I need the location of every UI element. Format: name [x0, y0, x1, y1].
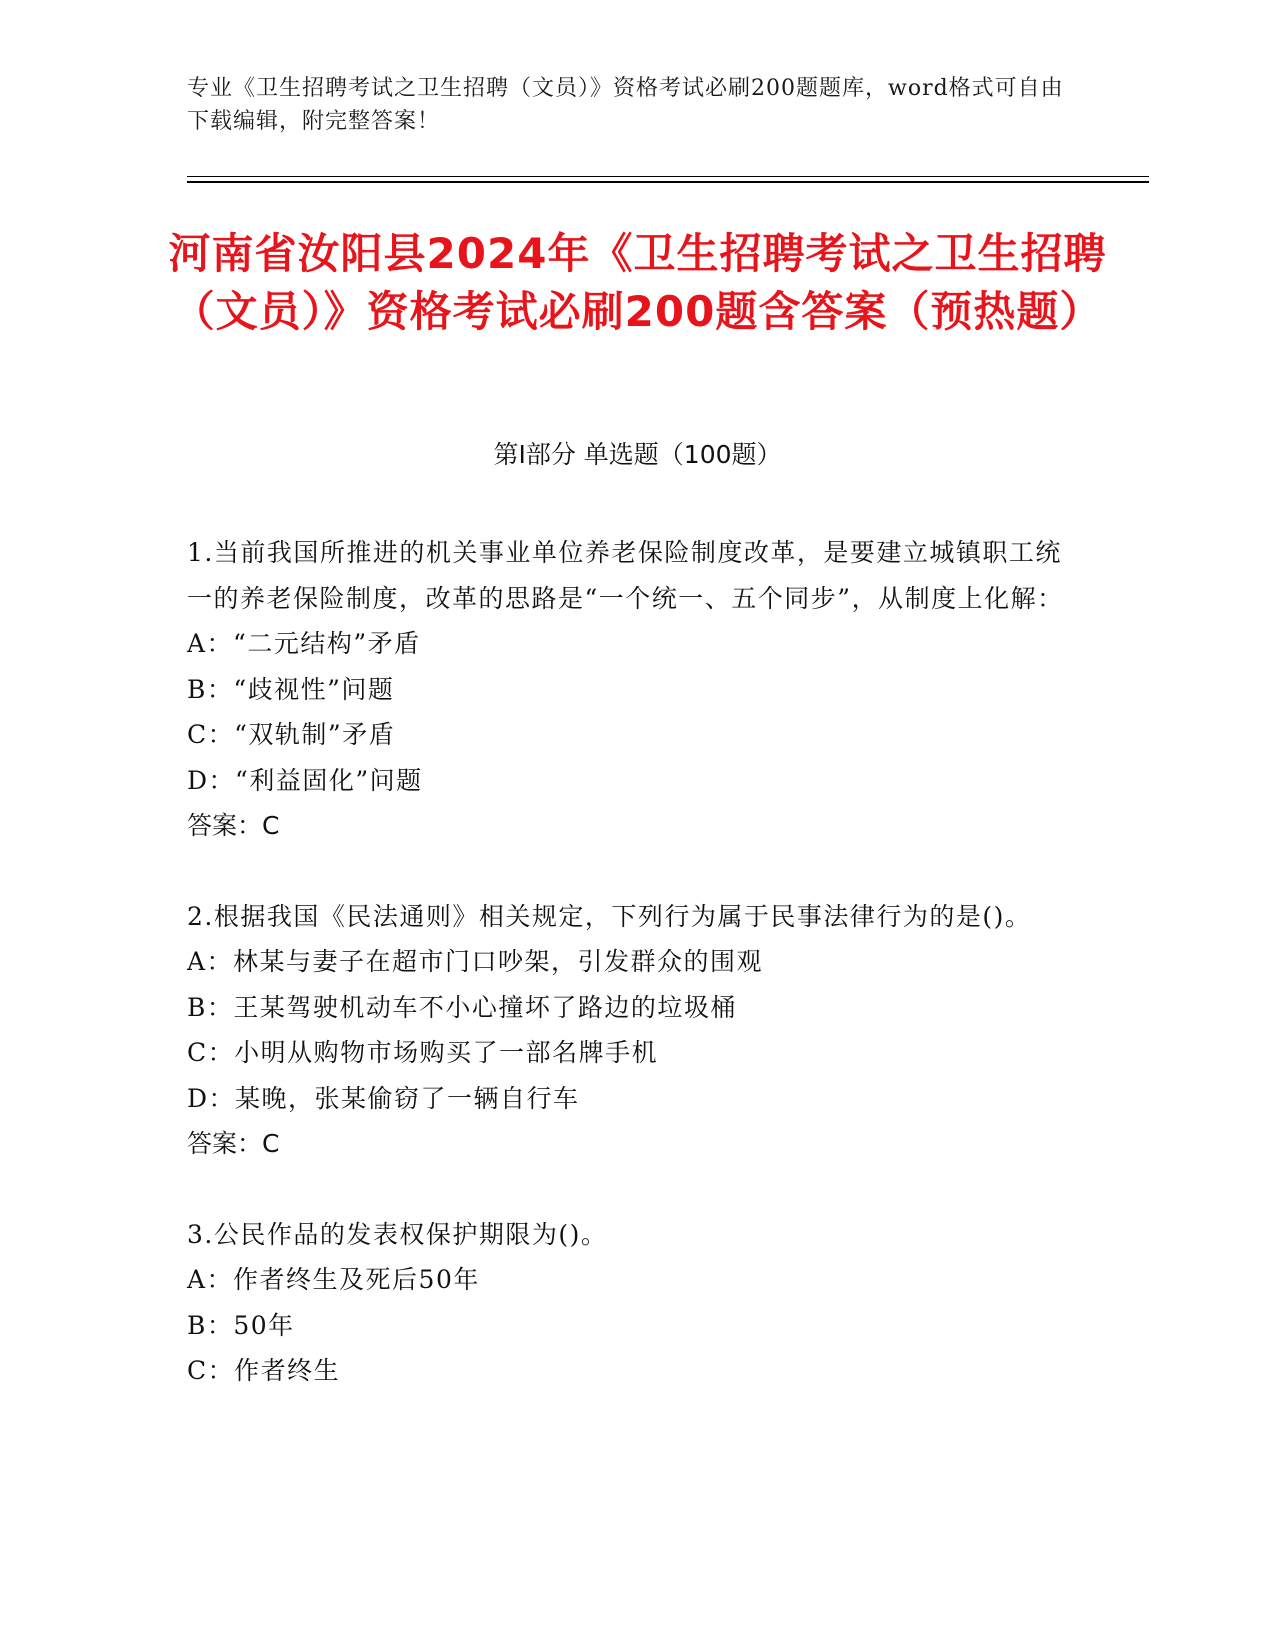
- question-stem: 3.公民作品的发表权保护期限为()。: [187, 1219, 608, 1249]
- document-title: 河南省汝阳县2024年《卫生招聘考试之卫生招聘（文员）》资格考试必刷200题含答案（预热题）: [168, 229, 1107, 336]
- option-b: B：王某驾驶机动车不小心撞坏了路边的垃圾桶: [187, 992, 737, 1022]
- option-a: A：林某与妻子在超市门口吵架，引发群众的围观: [187, 947, 764, 976]
- section-heading: 第Ⅰ部分 单选题（100题）: [493, 440, 782, 469]
- question-3: [187, 1212, 1067, 1394]
- option-d: D：“利益固化”问题: [187, 765, 423, 795]
- question-2: [187, 894, 1067, 1167]
- question-stem: 1.当前我国所推进的机关事业单位养老保险制度改革，是要建立城镇职工统一的养老保险制度，改革的思路是“一个统一、五个同步”，从制度上化解：: [187, 538, 1064, 613]
- question-1: [187, 530, 1067, 849]
- answer-line: 答案：C: [187, 1129, 280, 1158]
- option-c: C：作者终生: [187, 1356, 341, 1385]
- option-b: B：50年: [187, 1310, 295, 1340]
- header-rule-thick: [187, 181, 1149, 183]
- option-c: C：“双轨制”矛盾: [187, 720, 396, 749]
- option-c: C：小明从购物市场购买了一部名牌手机: [187, 1038, 659, 1067]
- option-a: A：“二元结构”矛盾: [187, 629, 421, 658]
- option-d: D：某晚，张某偷窃了一辆自行车: [187, 1083, 580, 1113]
- header-note: 专业《卫生招聘考试之卫生招聘（文员）》资格考试必刷200题题库，word格式可自由下载编辑，附完整答案！: [187, 76, 1064, 134]
- option-a: A：作者终生及死后50年: [187, 1265, 480, 1294]
- option-b: B：“歧视性”问题: [187, 674, 395, 704]
- question-stem: 2.根据我国《民法通则》相关规定，下列行为属于民事法律行为的是()。: [187, 901, 1032, 931]
- question-list: [187, 530, 1067, 1439]
- answer-line: 答案：C: [187, 811, 280, 840]
- header-rule-thin: [187, 176, 1149, 177]
